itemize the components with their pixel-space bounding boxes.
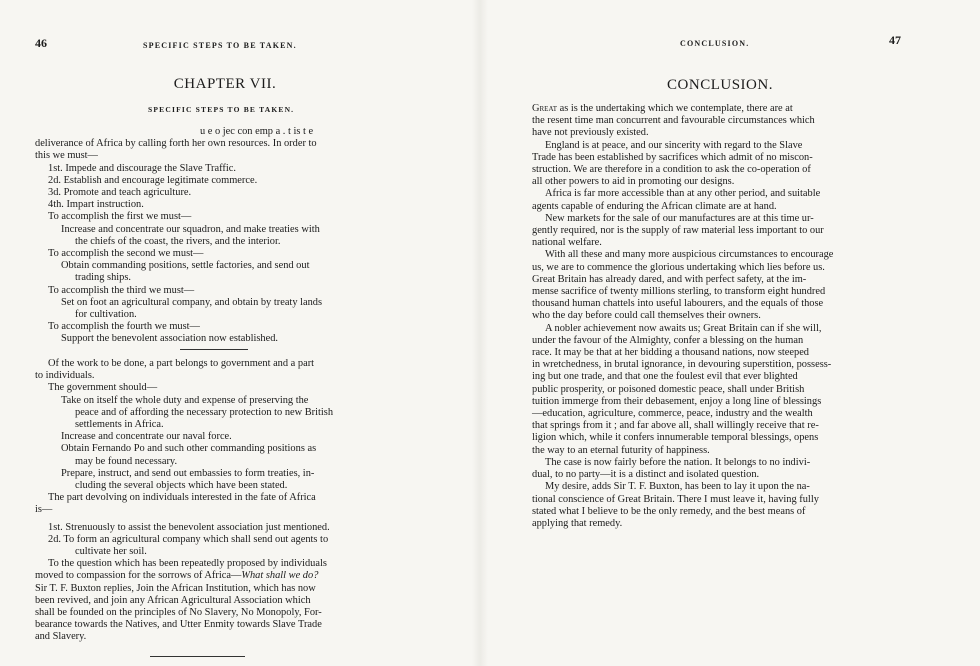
text-line: dual, to no party—it is a distinct and isolated question. [532,469,760,481]
italic-question: What shall we do? [241,570,319,582]
text-line: to individuals. [35,370,95,382]
right-page [490,0,980,666]
text-line: the resent time man concurrent and favourable circumstances which [532,115,815,127]
text-line-part: as is the undertaking which we contemplate, there are at [559,103,793,114]
running-head: SPECIFIC STEPS TO BE TAKEN. [143,41,297,50]
text-line: 2d. Establish and encourage legitimate commerce. [48,174,258,186]
text-line: The case is now fairly before the nation. It belongs to no indivi- [545,456,811,468]
text-line: Prepare, instruct, and send out embassies to form treaties, in- [61,467,315,479]
text-line: —education, agriculture, commerce, peace, industry and the wealth [532,408,813,420]
text-line: may be found necessary. [75,455,178,467]
text-line: mense sacrifice of twenty millions sterling, to transform eight hundred [532,286,826,298]
text-line: public prosperity, or poisoned domestic peace, shall under British [532,383,805,395]
text-line: The part devolving on individuals interested in the fate of Africa [48,492,316,504]
text-line: Sir T. F. Buxton replies, Join the African Institution, which has now [35,582,316,594]
text-line: for cultivation. [75,309,137,321]
text-line: that springs from it ; and far above all, shall willingly receive that re- [532,420,819,432]
left-body-text-2 [35,358,420,644]
text-line: cultivate her soil. [75,546,147,558]
chapter-title: CONCLUSION. [667,77,773,93]
text-line: Take on itself the whole duty and expense of preserving the [61,394,309,406]
text-line: been revived, and join any African Agricultural Association which [35,594,311,606]
text-line: 1st. Strenuously to assist the benevolent association just mentioned. [48,521,330,533]
chapter-subtitle: SPECIFIC STEPS TO BE TAKEN. [148,105,295,114]
book-gutter [472,0,488,666]
text-line-part: moved to compassion for the sorrows of Africa— [35,570,242,582]
text-line [532,103,910,115]
right-body-text [532,103,910,530]
text-line: Support the benevolent association now established. [61,333,279,345]
text-line: the way to an eternal futurity of happiness. [532,444,710,456]
text-line: To accomplish the fourth we must— [48,321,200,333]
text-line: national welfare. [532,237,602,249]
text-line: in wretchedness, in brutal ignorance, in devouring superstition, possess- [532,359,832,371]
text-line: Obtain commanding positions, settle factories, and send out [61,260,310,272]
text-line: To accomplish the second we must— [48,248,204,260]
text-line: u e o jec con emp a . t is t e [200,126,314,137]
text-line: Set on foot an agricultural company, and obtain by treaty lands [61,296,323,308]
text-line: under the favour of the Almighty, confer a blessing on the human [532,334,804,346]
drop-word: Great [532,103,558,114]
text-line: stated what I believe to be the only remedy, and the best means of [532,505,806,517]
text-line: race. It may be that at her bidding a thousand nations, now steeped [532,347,810,359]
text-line: gently required, nor is the supply of raw material less important to our [532,225,824,237]
text-line: 3d. Promote and teach agriculture. [48,187,192,199]
text-line: To accomplish the first we must— [48,211,192,223]
text-line: The government should— [48,382,158,394]
text-line: us, we are to commence the glorious undertaking which lies before us. [532,261,825,273]
footer-rule [150,656,245,657]
text-line: Trade has been established by sacrifices which admit of no miscon- [532,151,813,163]
page-number: 47 [889,33,901,47]
text-line: England is at peace, and our sincerity with regard to the Slave [545,139,803,151]
text-line [35,570,420,582]
text-line: With all these and many more auspicious circumstances to encourage [545,249,834,261]
text-line: tional conscience of Great Britain. There I must leave it, having fully [532,493,819,505]
text-line: peace and of affording the necessary protection to new British [75,406,334,418]
page-number: 46 [35,36,47,50]
text-line: New markets for the sale of our manufactures are at this time ur- [545,212,814,224]
chapter-title: CHAPTER VII. [173,76,277,92]
text-line: trading ships. [75,272,131,284]
text-line: Obtain Fernando Po and such other commanding positions as [61,443,317,455]
left-page [0,0,470,666]
text-line: shall be founded on the principles of No Slavery, No Monopoly, For- [35,607,322,619]
text-line: To accomplish the third we must— [48,284,195,296]
text-line: Increase and concentrate our naval force. [61,431,232,443]
running-head: CONCLUSION. [680,39,750,48]
text-line: settlements in Africa. [75,419,164,431]
text-line: who the day before could call themselves their owners. [532,310,761,322]
text-line: Great Britain has already dared, and with perfect safety, at the im- [532,273,807,285]
text-line: Of the work to be done, a part belongs to government and a part [48,358,315,369]
text-line: is— [35,504,53,516]
text-line: deliverance of Africa by calling forth her own resources. In order to [35,138,317,150]
text-line: the chiefs of the coast, the rivers, and the interior. [75,235,281,247]
text-line: thousand human chattels into useful labourers, and the equals of those [532,298,824,310]
text-line: To the question which has been repeatedly proposed by individuals [48,558,327,570]
text-line: 1st. Impede and discourage the Slave Traffic. [48,162,236,174]
text-line: A nobler achievement now awaits us; Great Britain can if she will, [545,322,822,334]
text-line: have not previously existed. [532,127,649,139]
text-line: ligion which, while it confers innumerable temporal blessings, opens [532,432,819,444]
text-line: applying that remedy. [532,517,623,529]
text-line: Africa is far more accessible than at any other period, and suitable [545,188,821,200]
text-line: 2d. To form an agricultural company which shall send out agents to [48,533,329,545]
section-rule [180,349,248,350]
left-body-text [35,126,420,346]
text-line: struction. We are therefore in a condition to ask the co-operation of [532,164,811,176]
text-line: and Slavery. [35,631,87,643]
text-line: all other powers to aid in promoting our designs. [532,176,735,188]
text-line: this we must— [35,150,98,162]
text-line: bearance towards the Natives, and Utter Enmity towards Slave Trade [35,619,322,631]
text-line: agents capable of enduring the African climate are at hand. [532,200,777,212]
text-line: 4th. Impart instruction. [48,199,144,211]
text-line: tuition immerge from their debasement, enjoy a long line of blessings [532,395,822,407]
text-line: My desire, adds Sir T. F. Buxton, has been to lay it upon the na- [545,481,810,493]
text-line: cluding the several objects which have been stated. [75,480,288,492]
text-line: Increase and concentrate our squadron, and make treaties with [61,223,320,235]
text-line: ing but one trade, and that one the foulest evil that ever blighted [532,371,798,383]
